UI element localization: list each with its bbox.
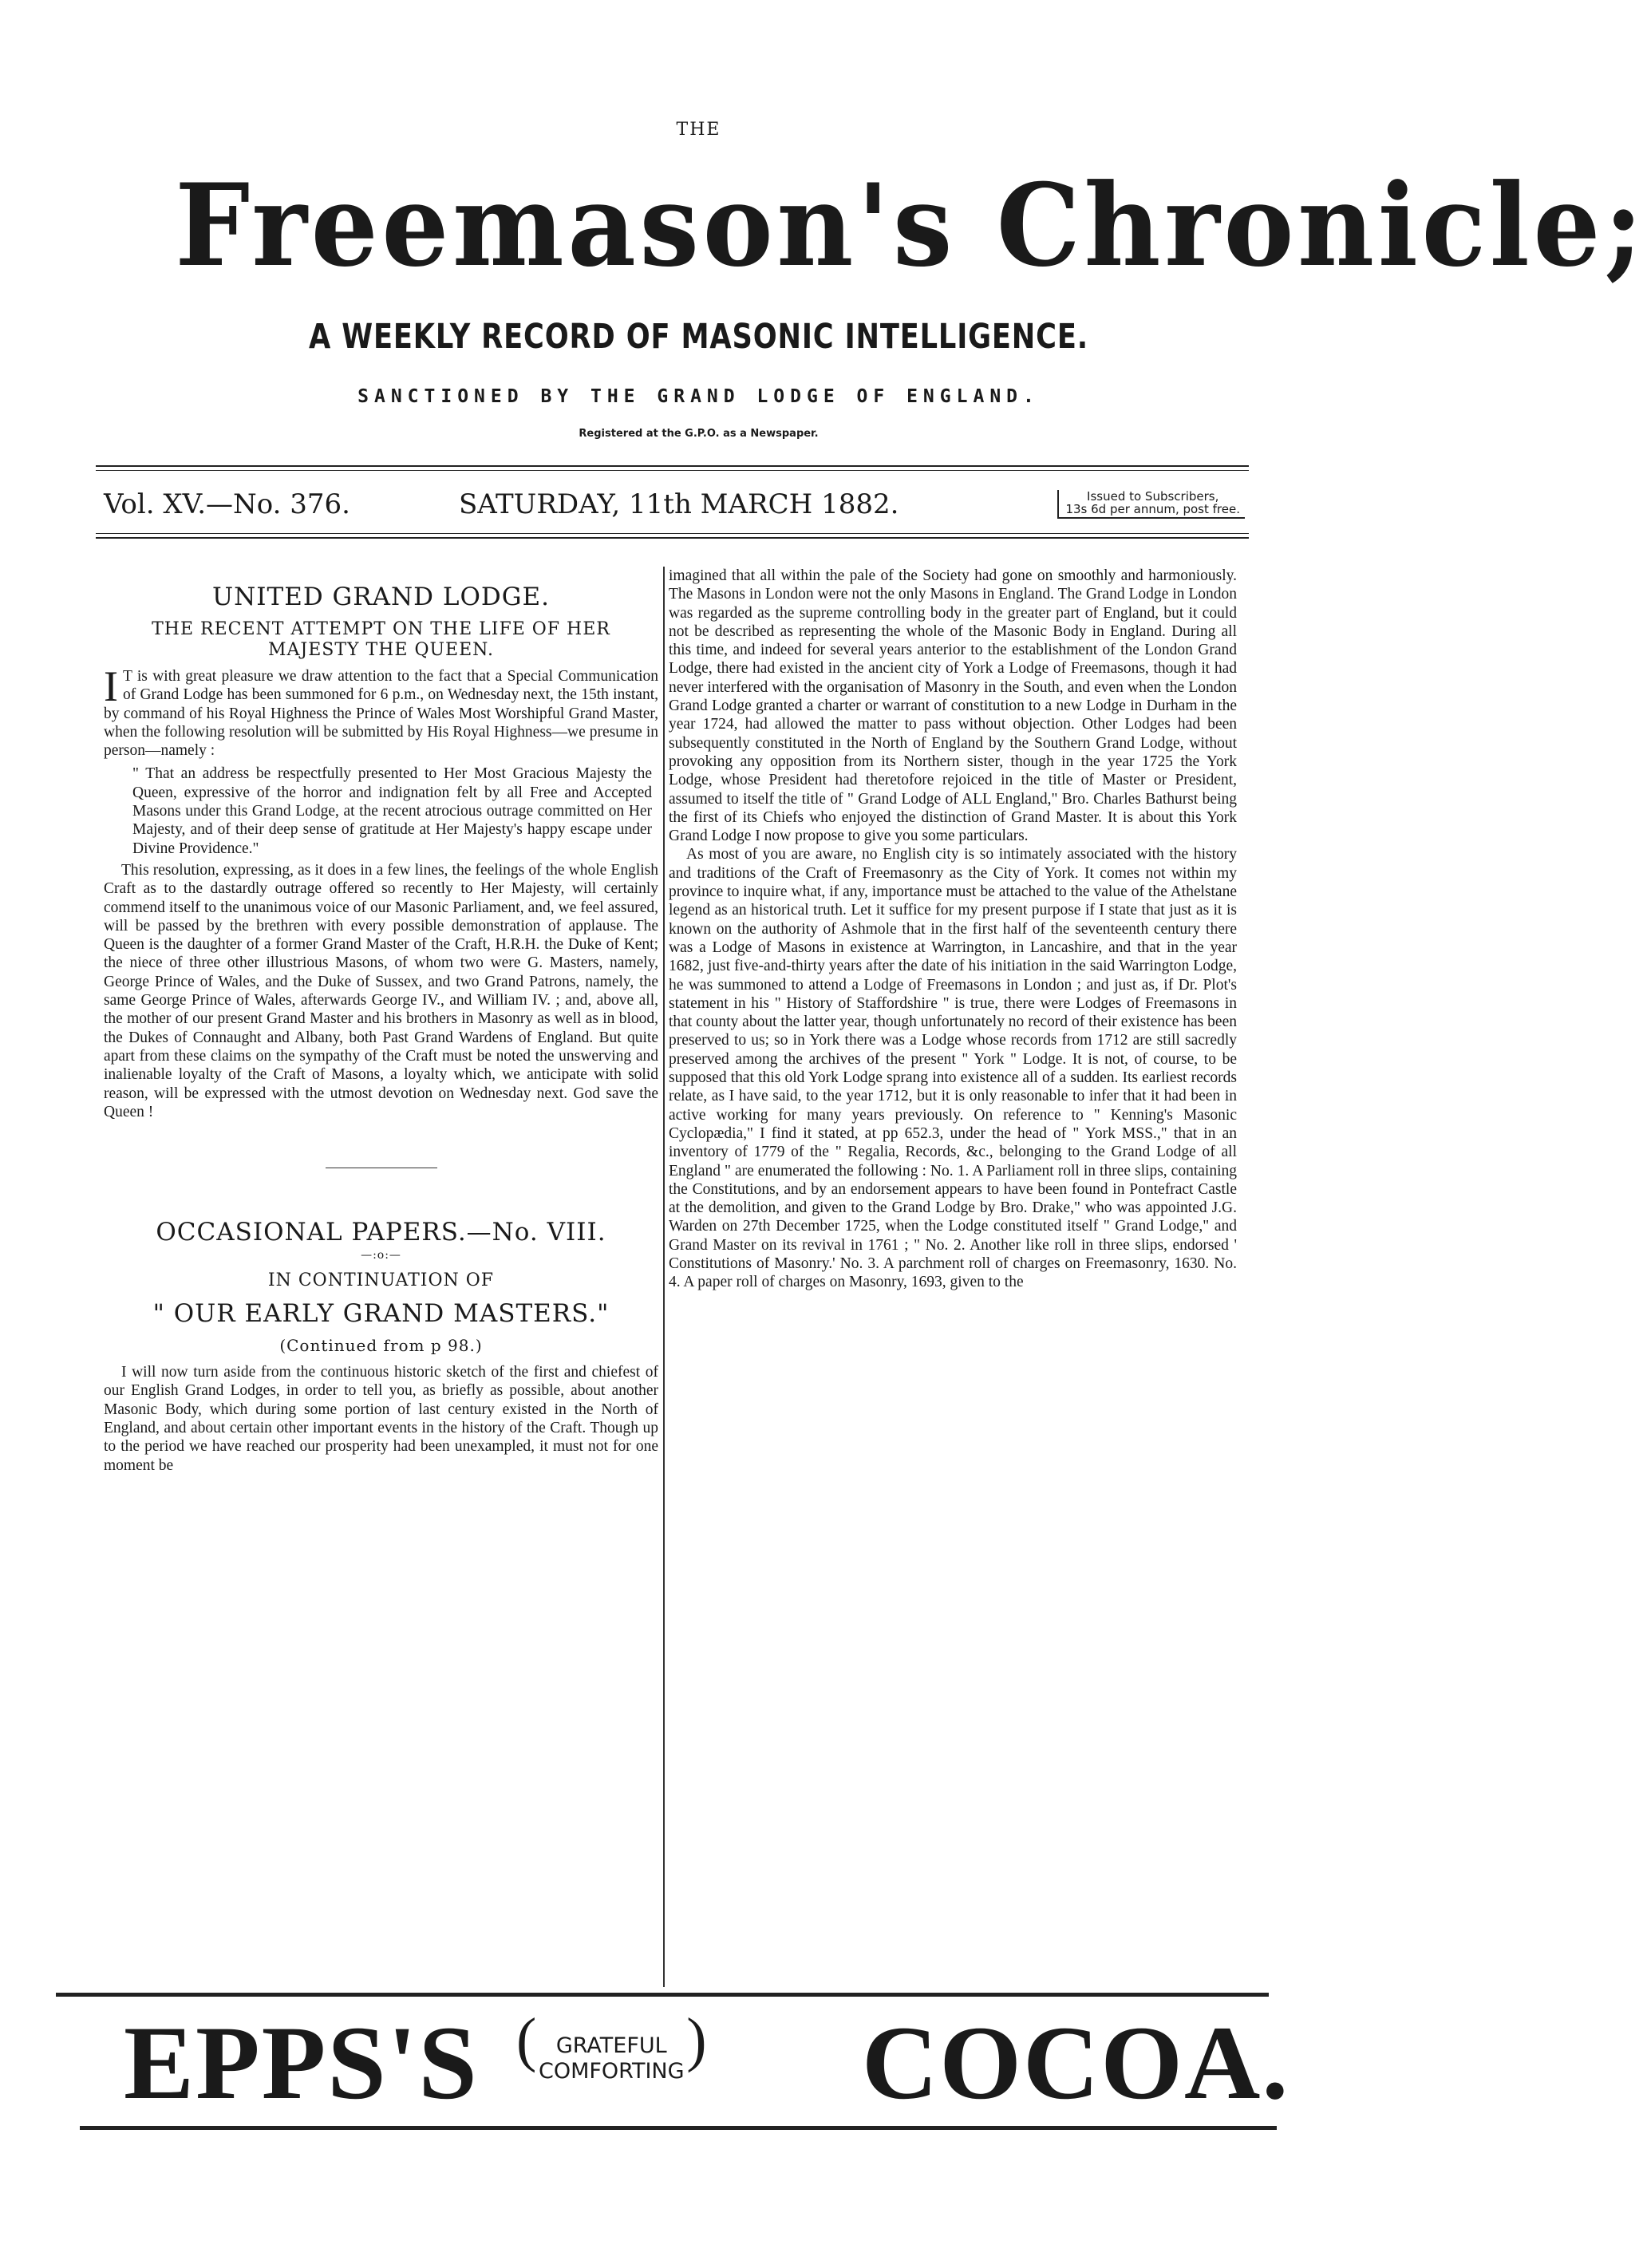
subscription-line-2: 13s 6d per annum, post free. xyxy=(1065,502,1240,516)
column-divider xyxy=(663,567,665,1987)
masthead-rule-top xyxy=(96,465,1249,467)
masthead-the: THE xyxy=(676,120,721,140)
right-para1: imagined that all within the pale of the Society had gone on smoothly and harmoniously. The Masons in London were not the only Masons in England. The Grand Lodge in London was regarded as the supreme controlling body in the greater part of England, but it could not be described as representing the whole of the Masonic Body in England. During all this time, and indeed for several years anterior to the establishment of the London Grand Lodge, there had existed in the ancient city of York a Lodge of Freemasons, though it had never interfered with the organisation of Masonry in the South, and even when the London Grand Lodge granted a charter or warrant of constitution to a new Lodge in Durham in the year 1724, had allowed the matter to pass without objection. Other Lodges had been subsequently constituted in the North of England by the Southern Grand Lodge, without provoking any opposition from its Northern sister, though in the year 1725 the York Lodge, whose President had theretofore rejoiced in the title of Master or President, assumed to itself the title of " Grand Lodge of ALL England," Bro. Charles Bathurst being the first of its Chiefs who enjoyed the distinction of Grand Master. It is about this York Grand Lodge I now propose to give you some particulars. xyxy=(669,567,1237,845)
advert-epps: EPPS'S xyxy=(124,2004,479,2121)
article1-para2: This resolution, expressing, as it does in a few lines, the feelings of the whole English Craft as to the dastardly outrage offered so recently to Her Majesty, will certainly commend itself to the unanimous voice of our Masonic Parliament, and, we feel assured, will be passed by the brethren with every possible demonstration of applause. The Queen is the daughter of a former Grand Master of the Craft, H.R.H. the Duke of Kent; the niece of three other illustrious Masons, of whom two were G. Masters, namely, George Prince of Wales, and the Duke of Sussex, and two Grand Patrons, namely, the same George Prince of Wales, afterwards George IV., and William IV. ; and, above all, the mother of our present Grand Master and his brothers in Masonry as well as in blood, the Dukes of Connaught and Albany, both Past Grand Wardens of England. But quite apart from these claims on the sympathy of the Craft must be noted the unswerving and inalienable loyalty of the Craft of Masons, a loyalty which, we anticipate with solid reason, will be expressed with the utmost devotion on Wednesday next. God save the Queen ! xyxy=(104,861,658,1120)
advert-rule-bottom xyxy=(80,2126,1277,2130)
advert-cocoa: COCOA. xyxy=(862,2004,1290,2121)
right-para2: As most of you are aware, no English city is so intimately associated with the history and traditions of the Craft of Freemasonry as the City of York. It comes not within my province to inquire what, if any, importance must be attached to the value of the Athelstane legend as an historical truth. Let it suffice for my present purpose if I state that just as it is known on the authority of Ashmole that in the first half of the seventeenth century there was a Lodge of Masons in existence at Warrington, in Lancashire, and that in the year 1682, just five-and-thirty years after the date of his initiation in the said Warrington Lodge, he was summoned to attend a Lodge of Freemasons in London ; and just as, if Dr. Plot's statement in his " History of Staffordshire " is true, there were Lodges of Freemasons in that county about the latter year, though unfortunately no record of their existence has been preserved to us; so in York there was a Lodge whose records from 1712 are still sacredly preserved among the archives of the present " York " Lodge. It is not, of course, to be supposed that this old York Lodge sprang into existence all of a sudden. Its earliest records relate, as I have said, to the year 1712, but it is only reasonable to infer that it had been in active working for many years previously. On reference to " Kenning's Masonic Cyclopædia," I find it stated, at pp 652.3, under the head of " York MSS.," that in an inventory of 1779 of the " Regalia, Records, &c., belonging to the Grand Lodge of all England " are enumerated the following : No. 1. A Parliament roll in three slips, containing the Constitutions, and by an endorsement appears to have been found in Pontefract Castle at the demolition, and given to the Grand Lodge by Bro. Drake," who was appointed J.G. Warden on 27th December 1725, when the Lodge constituted itself " Grand Lodge," and Grand Master on its revival in 1761 ; " No. 2. Another like roll in three slips, endorsed ' Constitutions of Masonry.' No. 3. A parchment roll of charges on Freemasonry, 1630. No. 4. A paper roll of charges on Masonry, 1693, given to the xyxy=(669,846,1237,1291)
resolution-quote: " That an address be respectfully presented to Her Most Gracious Majesty the Queen, expressive of the horror and indignation felt by all Free and Accepted Masons under this Grand Lodge, at the recent atrocious outrage committed on Her Majesty, and of their deep sense of gratitude at Her Majesty's happy escape under Divine Providence." xyxy=(132,765,652,857)
article-heading-occasional-papers: OCCASIONAL PAPERS.—No. VIII. xyxy=(156,1218,606,1247)
series-title: " OUR EARLY GRAND MASTERS." xyxy=(152,1299,610,1329)
dateline-rule-thin xyxy=(96,533,1249,534)
dateline xyxy=(104,485,1245,525)
heading-ornament: —:o:— xyxy=(361,1249,401,1262)
advert-paren-left: ( xyxy=(516,2006,537,2073)
advert-rule-top xyxy=(56,1993,1269,1997)
masthead-subtitle: A WEEKLY RECORD OF MASONIC INTELLIGENCE. xyxy=(309,317,1088,357)
epps-cocoa-advert xyxy=(124,2004,1290,2121)
advert-comforting: COMFORTING xyxy=(539,2059,685,2084)
continuation-line: IN CONTINUATION OF xyxy=(267,1270,495,1291)
advert-paren-right: ) xyxy=(686,2006,707,2073)
article1-para1-text: T is with great pleasure we draw attention to the fact that a Special Communication of Grand Lodge has been summoned for 6 p.m., on Wednesday next, the 15th instant, by command of his Royal Highness the Prince of Wales Most Worshipful Grand Master, when the following resolution will be submitted by His Royal Highness—we presume in person—namely : xyxy=(104,668,658,760)
masthead-registered: Registered at the G.P.O. as a Newspaper. xyxy=(579,428,819,440)
masthead-rule-top-thin xyxy=(96,470,1249,471)
advert-tagline xyxy=(516,2006,707,2084)
article-heading-united-grand-lodge: UNITED GRAND LODGE. xyxy=(212,583,550,611)
subscription-note xyxy=(1057,490,1245,519)
right-column xyxy=(669,567,1237,1292)
masthead-sanction: SANCTIONED BY THE GRAND LODGE OF ENGLAND. xyxy=(357,386,1040,407)
issue-date: SATURDAY, 11th MARCH 1882. xyxy=(459,488,899,520)
dateline-rule-thick xyxy=(96,537,1249,539)
continued-note: (Continued from p 98.) xyxy=(279,1336,483,1356)
article1-para1 xyxy=(104,662,658,760)
volume-number: Vol. XV.—No. 376. xyxy=(104,488,350,520)
drop-cap: I xyxy=(104,662,118,710)
subscription-line-1: Issued to Subscribers, xyxy=(1087,489,1219,504)
advert-grateful: GRATEFUL xyxy=(555,2033,667,2058)
article2-para1: I will now turn aside from the continuous historic sketch of the first and chiefest of our English Grand Lodges, in order to tell you, as briefly as possible, about another Masonic Body, which during some portion of last century existed in the North of England, and about certain other important events in the history of the Craft. Though up to the period we have reached our prosperity had been unexampled, it must not for one moment be xyxy=(104,1364,658,1474)
masthead-title: Freemason's Chronicle; xyxy=(175,160,1647,292)
left-column xyxy=(104,567,658,1475)
article-subheading: THE RECENT ATTEMPT ON THE LIFE OF HER MAJESTY THE QUEEN. xyxy=(152,619,610,660)
